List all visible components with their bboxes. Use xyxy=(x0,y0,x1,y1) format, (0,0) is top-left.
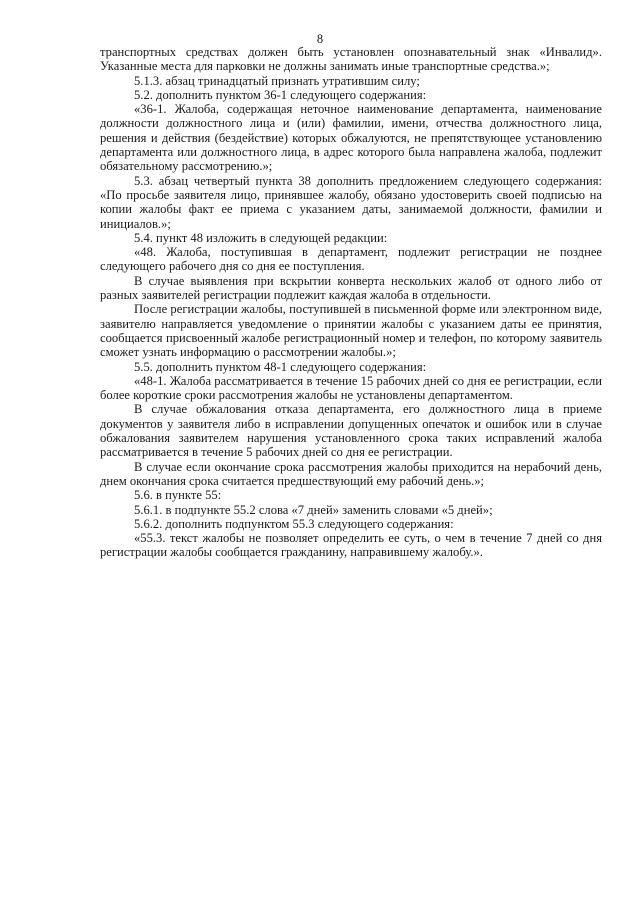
page-number: 8 xyxy=(316,32,324,46)
paragraph: 5.1.3. абзац тринадцатый признать утратившим силу; xyxy=(134,73,420,88)
paragraph: 5.6. в пункте 55: xyxy=(134,488,222,503)
paragraph: 5.6.2. дополнить подпунктом 55.3 следующего содержания: xyxy=(134,516,454,531)
document-body xyxy=(100,45,602,560)
paragraph: транспортных средствах должен быть установлен опознавательный знак «Инвалид». Указанные места для парковки не должны занимать иные транспортные средства.»; xyxy=(100,45,602,74)
paragraph: В случае выявления при вскрытии конверта нескольких жалоб от одного либо от разных заявителей регистрации подлежит каждая жалоба в отдельности. xyxy=(100,273,602,303)
paragraph: 5.6.1. в подпункте 55.2 слова «7 дней» заменить словами «5 дней»; xyxy=(134,502,493,517)
paragraph: 5.2. дополнить пунктом 36-1 следующего содержания: xyxy=(134,87,427,102)
paragraph: «48-1. Жалоба рассматривается в течение 15 рабочих дней со дня ее регистрации, если более короткие сроки рассмотрения жалобы не установлены департаментом. xyxy=(100,373,602,403)
paragraph: 5.4. пункт 48 изложить в следующей редакции: xyxy=(134,230,388,245)
paragraph: В случае обжалования отказа департамента, его должностного лица в приеме документов у заявителя либо в исправлении допущенных опечаток и ошибок или в случае обжалования заявителем нарушения установленного срока таких исправлений жалоба рассматривается в течение 5 рабочих дней со дня ее регистрации. xyxy=(100,402,602,460)
paragraph: 5.5. дополнить пунктом 48-1 следующего содержания: xyxy=(134,359,427,374)
paragraph: «48. Жалоба, поступившая в департамент, подлежит регистрации не позднее следующего рабочего дня со дня ее поступления. xyxy=(100,245,602,274)
paragraph: «36-1. Жалоба, содержащая неточное наименование департамента, наименование должности должностного лица и (или) фамилии, имени, отчества должностного лица, решения и действия (бездействие) которых обжалуются, не препятствующее установлению департамента или должностного лица, в адрес которого была направлена жалоба, подлежит обязательному рассмотрению.»; xyxy=(100,102,602,174)
paragraph: После регистрации жалобы, поступившей в письменной форме или электронном виде, заявителю направляется уведомление о принятии жалобы с указанием даты ее принятия, сообщается присвоенный жалобе регистрационный номер и телефон, по которому заявитель сможет узнать информацию о рассмотрении жалобы.»; xyxy=(100,302,602,360)
paragraph: «55.3. текст жалобы не позволяет определить ее суть, о чем в течение 7 дней со дня регистрации жалобы сообщается гражданину, направившему жалобу.». xyxy=(100,531,602,560)
paragraph: В случае если окончание срока рассмотрения жалобы приходится на нерабочий день, днем окончания срока считается предшествующий ему рабочий день.»; xyxy=(100,459,602,488)
paragraph: 5.3. абзац четвертый пункта 38 дополнить предложением следующего содержания: «По просьбе заявителя лицо, принявшее жалобу, обязано удостоверить своей подписью на копии жалобы факт ее приема с указанием даты, занимаемой должности, фамилии и инициалов.»; xyxy=(100,173,602,231)
